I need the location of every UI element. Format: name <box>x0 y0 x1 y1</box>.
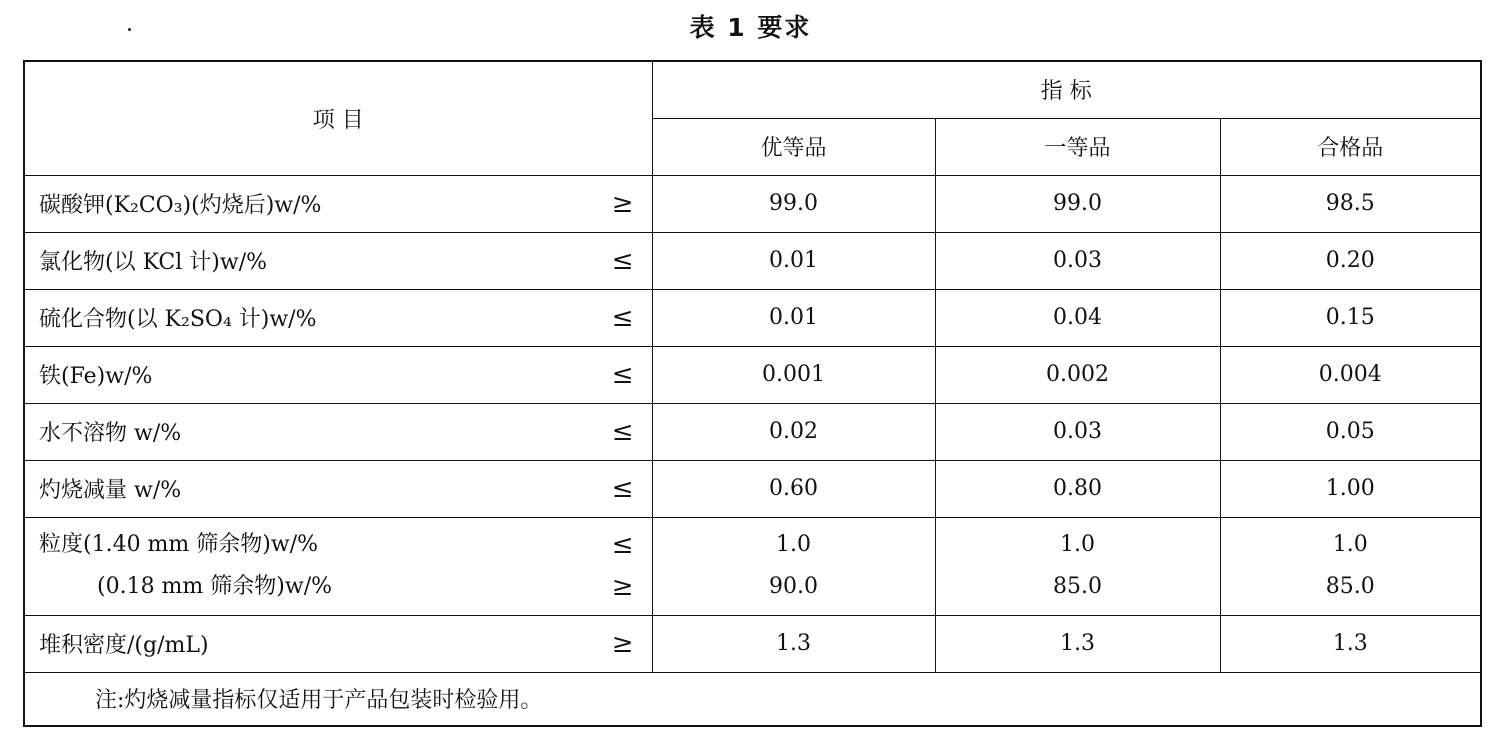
value-cell: 0.80 <box>935 460 1220 517</box>
header-grade-premium: 优等品 <box>652 118 935 175</box>
value-cell: 1.3 <box>1220 615 1481 672</box>
value-cell: 0.01 <box>652 232 935 289</box>
value-cell: 0.15 <box>1220 289 1481 346</box>
comparison-symbol: ≤ <box>611 473 634 504</box>
row-label: 堆积密度/(g/mL) <box>39 633 209 658</box>
comparison-symbol: ≥ <box>611 188 634 219</box>
table-row <box>24 460 1481 517</box>
value-cell: 0.03 <box>935 403 1220 460</box>
table-note: 注:灼烧减量指标仅适用于产品包装时检验用。 <box>24 672 1481 726</box>
comparison-symbol: ≤ <box>611 302 634 333</box>
table-row <box>24 289 1481 346</box>
row-label: 水不溶物 w/% <box>39 421 182 446</box>
value-cell: 1.0 85.0 <box>1220 517 1481 615</box>
comparison-symbol: ≤ <box>611 530 634 560</box>
scan-speck <box>128 28 131 31</box>
value-cell: 0.01 <box>652 289 935 346</box>
value-cell: 0.02 <box>652 403 935 460</box>
header-item: 项 目 <box>24 61 652 175</box>
row-label: 氯化物(以 KCl 计)w/% <box>39 250 268 275</box>
row-label: (0.18 mm 筛余物)w/% <box>97 574 333 599</box>
value-cell: 98.5 <box>1220 175 1481 232</box>
value-cell: 1.3 <box>652 615 935 672</box>
value-cell: 0.60 <box>652 460 935 517</box>
comparison-symbol: ≤ <box>611 416 634 447</box>
table-row-granularity <box>24 517 1481 615</box>
value-cell: 0.001 <box>652 346 935 403</box>
row-label: 铁(Fe)w/% <box>39 364 153 389</box>
requirements-table <box>23 60 1482 727</box>
value-cell: 0.002 <box>935 346 1220 403</box>
table-row <box>24 232 1481 289</box>
comparison-symbol: ≤ <box>611 359 634 390</box>
value-cell: 0.03 <box>935 232 1220 289</box>
value-cell: 1.0 85.0 <box>935 517 1220 615</box>
value-cell: 99.0 <box>652 175 935 232</box>
header-grade-first: 一等品 <box>935 118 1220 175</box>
header-grade-qualified: 合格品 <box>1220 118 1481 175</box>
value-cell: 0.20 <box>1220 232 1481 289</box>
comparison-symbol: ≤ <box>611 245 634 276</box>
row-label: 粒度(1.40 mm 筛余物)w/% <box>39 532 319 557</box>
value-cell: 1.0 90.0 <box>652 517 935 615</box>
value-cell: 1.00 <box>1220 460 1481 517</box>
header-indicator: 指 标 <box>652 61 1481 118</box>
value-cell: 0.05 <box>1220 403 1481 460</box>
table-row <box>24 403 1481 460</box>
table-title: 表 1 要求 <box>689 13 812 42</box>
comparison-symbol: ≥ <box>611 572 634 602</box>
row-label: 硫化合物(以 K₂SO₄ 计)w/% <box>39 307 317 332</box>
value-cell: 0.04 <box>935 289 1220 346</box>
value-cell: 0.004 <box>1220 346 1481 403</box>
table-row <box>24 346 1481 403</box>
row-label: 灼烧减量 w/% <box>39 478 182 503</box>
comparison-symbol: ≥ <box>611 628 634 659</box>
table-row <box>24 615 1481 672</box>
value-cell: 99.0 <box>935 175 1220 232</box>
table-row <box>24 175 1481 232</box>
row-label: 碳酸钾(K₂CO₃)(灼烧后)w/% <box>39 193 322 218</box>
value-cell: 1.3 <box>935 615 1220 672</box>
